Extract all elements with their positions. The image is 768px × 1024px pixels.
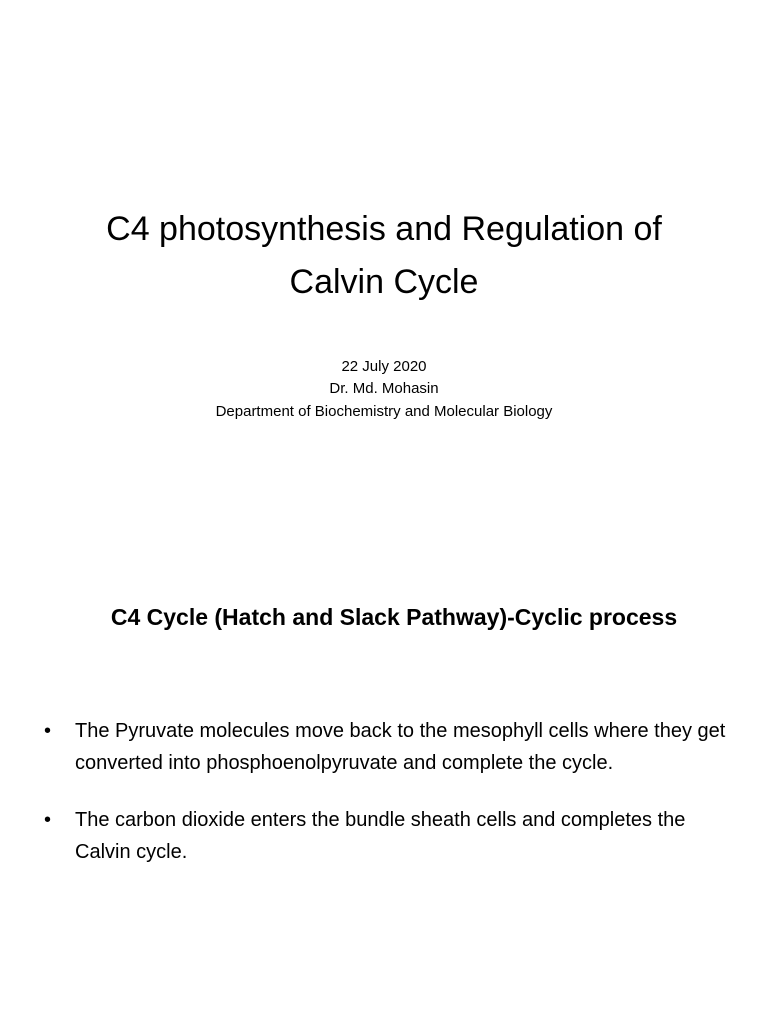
department-name: Department of Biochemistry and Molecular Biology	[215, 403, 553, 420]
content-slide-title: C4 Cycle (Hatch and Slack Pathway)-Cyclic process	[110, 604, 678, 630]
presenter-name: Dr. Md. Mohasin	[329, 380, 439, 397]
content-slide	[0, 512, 768, 1024]
presentation-date: 22 July 2020	[341, 358, 427, 375]
slide-title-line-1: C4 photosynthesis and Regulation of	[106, 210, 662, 248]
bullet-dot-icon: •	[44, 809, 52, 831]
slide-title-line-2: Calvin Cycle	[289, 263, 479, 301]
bullet-text: The carbon dioxide enters the bundle sheath cells and completes the Calvin cycle.	[75, 809, 686, 863]
bullet-item-pyruvate	[0, 715, 768, 779]
bullet-dot-icon: •	[44, 720, 52, 742]
bullet-text: The Pyruvate molecules move back to the mesophyll cells where they get converted into phosphoenolpyruvate and complete the cycle.	[75, 720, 726, 774]
bullet-item-carbon-dioxide	[0, 804, 768, 868]
bullet-list	[0, 715, 768, 893]
